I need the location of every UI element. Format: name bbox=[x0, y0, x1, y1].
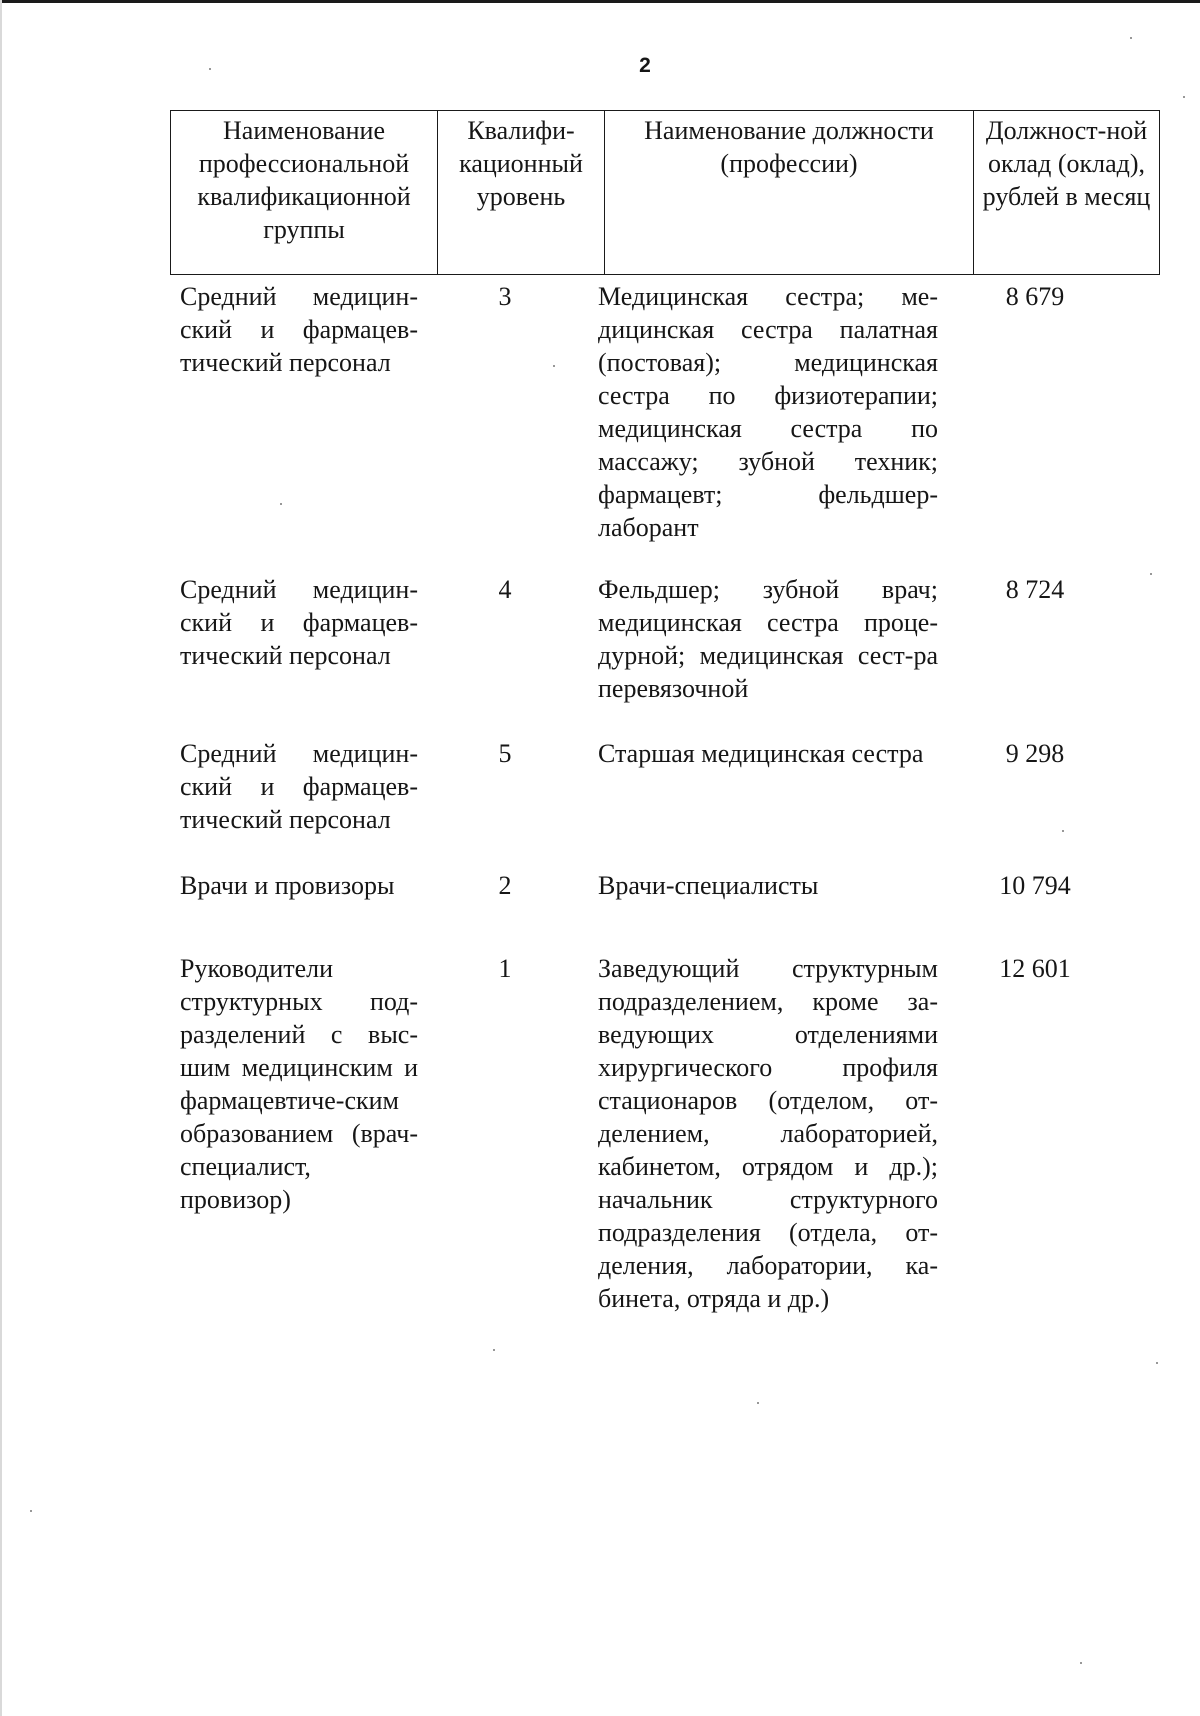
group-cell: Средний медицин-ский и фармацев-тический персонал bbox=[180, 739, 418, 834]
level-cell: 2 bbox=[498, 871, 512, 900]
header-qualification-level: Квалифи-кационный уровень bbox=[438, 111, 605, 275]
group-cell: Врачи и провизоры bbox=[180, 871, 395, 900]
level-cell: 3 bbox=[498, 282, 512, 311]
level-cell: 1 bbox=[498, 954, 512, 983]
salary-cell: 8 679 bbox=[1005, 282, 1065, 311]
table-header bbox=[170, 110, 1160, 275]
scan-speck bbox=[30, 1510, 32, 1512]
scan-speck bbox=[1130, 37, 1132, 39]
position-cell: Старшая медицинская сестра bbox=[598, 739, 924, 768]
salary-cell: 10 794 bbox=[999, 871, 1071, 900]
scan-left-edge bbox=[0, 0, 2, 1716]
scan-top-edge bbox=[0, 0, 1200, 3]
page-number: 2 bbox=[639, 54, 651, 77]
scan-speck bbox=[1183, 96, 1185, 98]
header-group-name: Наименование профессиональной квалификационной группы bbox=[171, 111, 438, 275]
salary-cell: 12 601 bbox=[999, 954, 1071, 983]
position-cell: Медицинская сестра; ме-дицинская сестра палатная (постовая); медицинская сестра по физиотерапии; медицинская сестра по массажу; зубной техник; фармацевт; фельдшер-лаборант bbox=[598, 282, 938, 542]
salary-cell: 9 298 bbox=[1005, 739, 1065, 768]
scan-speck bbox=[280, 503, 282, 505]
scan-speck bbox=[493, 1349, 495, 1351]
scan-speck bbox=[1062, 830, 1064, 832]
group-cell: Средний медицин-ский и фармацев-тический персонал bbox=[180, 575, 418, 670]
scan-speck bbox=[757, 1402, 759, 1404]
header-row bbox=[171, 111, 1160, 275]
scan-speck bbox=[1156, 1362, 1158, 1364]
scan-speck bbox=[1150, 573, 1152, 575]
level-cell: 4 bbox=[498, 575, 512, 604]
group-cell: Руководители структурных под-разделений с выс-шим медицинским и фармацевтиче-ским образованием (врач-специалист, провизор) bbox=[180, 954, 418, 1214]
level-cell: 5 bbox=[498, 739, 512, 768]
salary-cell: 8 724 bbox=[1005, 575, 1065, 604]
scan-speck bbox=[553, 365, 555, 367]
header-position-name: Наименование должности (профессии) bbox=[605, 111, 974, 275]
header-salary: Должност-ной оклад (оклад), рублей в месяц bbox=[974, 111, 1160, 275]
scan-speck bbox=[1080, 1662, 1082, 1664]
group-cell: Средний медицин-ский и фармацев-тический персонал bbox=[180, 282, 418, 377]
position-cell: Заведующий структурным подразделением, кроме за-ведующих отделениями хирургического профиля стационаров (отделом, от-делением, лабораторией, кабинетом, отрядом и др.); начальник структурного подразделения (отдела, от-деления, лаборатории, ка-бинета, отряда и др.) bbox=[598, 954, 938, 1313]
position-cell: Врачи-специалисты bbox=[598, 871, 819, 900]
scan-speck bbox=[209, 68, 211, 70]
position-cell: Фельдшер; зубной врач; медицинская сестра проце-дурной; медицинская сест-ра перевязочной bbox=[598, 575, 938, 703]
